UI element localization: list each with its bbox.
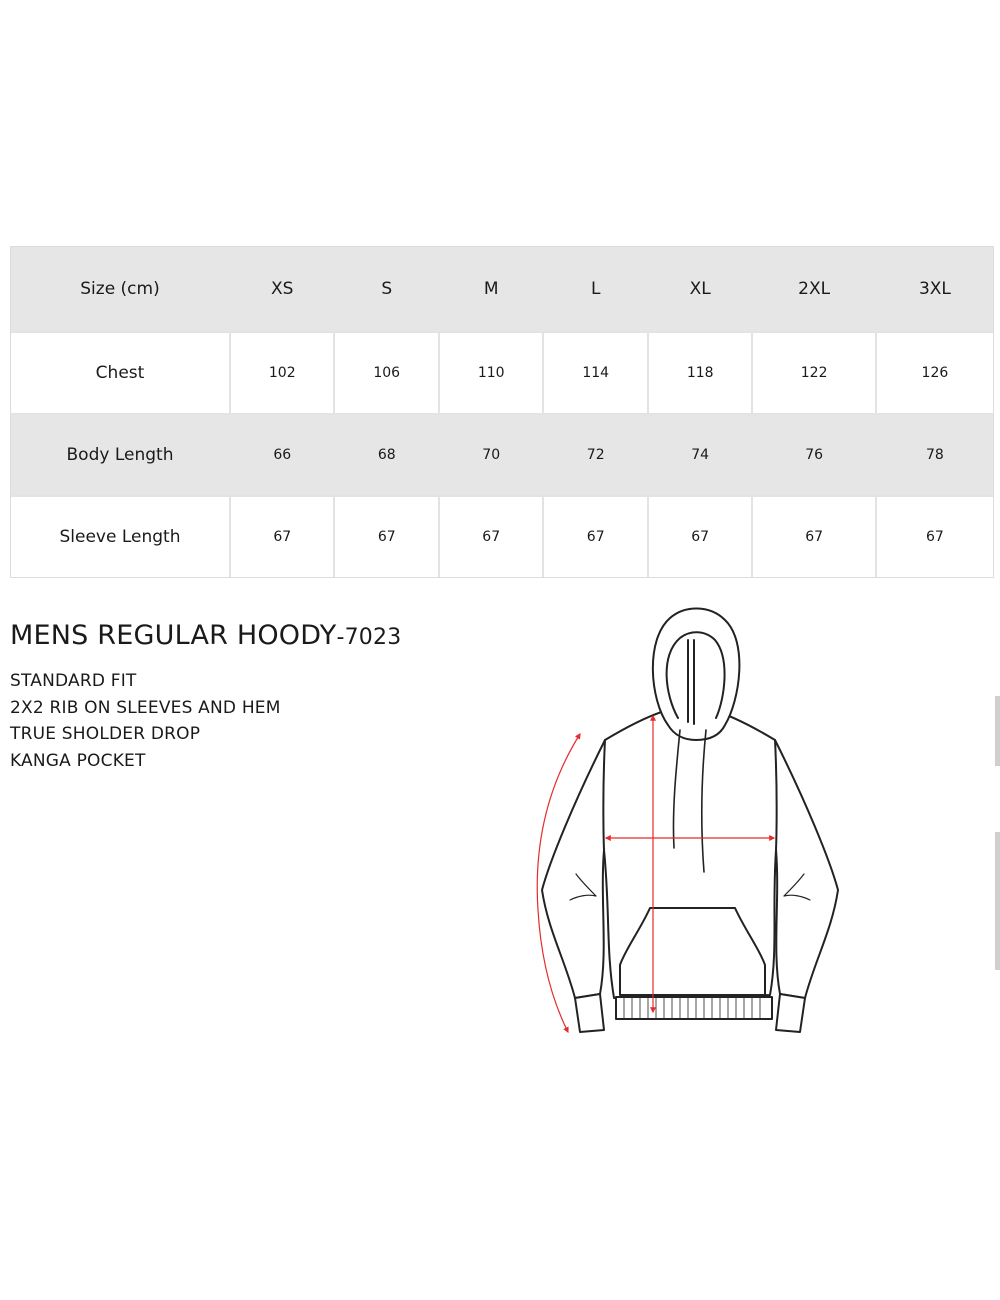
product-name: MENS REGULAR HOODY [10, 620, 337, 651]
body-length-value: 76 [753, 415, 876, 495]
chest-value: 118 [649, 331, 753, 415]
size-3xl-header: 3XL [877, 247, 993, 331]
sleeve-length-row [11, 495, 993, 577]
size-2xl-header: 2XL [753, 247, 876, 331]
product-title [10, 620, 401, 651]
edge-decoration [995, 832, 1000, 970]
feature-item: KANGA POCKET [10, 750, 146, 771]
size-xs-header: XS [231, 247, 335, 331]
sleeve-length-value: 67 [649, 495, 753, 577]
body-length-row [11, 415, 993, 495]
hoodie-outline [542, 608, 838, 1032]
edge-decoration [995, 696, 1000, 766]
size-m-header: M [440, 247, 544, 331]
body-length-value: 66 [231, 415, 335, 495]
chest-label: Chest [11, 331, 231, 415]
body-length-value: 74 [649, 415, 753, 495]
size-l-header: L [544, 247, 648, 331]
hem-rib [616, 997, 772, 1019]
chest-value: 110 [440, 331, 544, 415]
hoodie-measurement-diagram [520, 600, 860, 1050]
chest-row [11, 331, 993, 415]
chest-value: 102 [231, 331, 335, 415]
hoodie-body [603, 710, 776, 998]
feature-item: TRUE SHOLDER DROP [10, 724, 201, 744]
chest-value: 126 [877, 331, 993, 415]
sleeve-length-label: Sleeve Length [11, 495, 231, 577]
body-length-value: 70 [440, 415, 544, 495]
chest-value: 122 [753, 331, 876, 415]
size-xl-header: XL [649, 247, 753, 331]
product-code: -7023 [336, 625, 402, 650]
sleeve-length-value: 67 [440, 495, 544, 577]
sleeve-length-value: 67 [335, 495, 439, 577]
chest-value: 114 [544, 331, 648, 415]
sleeve-length-value: 67 [753, 495, 876, 577]
right-sleeve [775, 740, 838, 998]
feature-item: STANDARD FIT [10, 671, 137, 691]
sleeve-length-value: 67 [544, 495, 648, 577]
feature-item: 2X2 RIB ON SLEEVES AND HEM [10, 697, 281, 718]
size-s-header: S [335, 247, 439, 331]
feature-list [10, 668, 281, 774]
body-length-value: 72 [544, 415, 648, 495]
right-cuff [776, 994, 805, 1032]
body-length-label: Body Length [11, 415, 231, 495]
left-sleeve [542, 740, 605, 998]
size-header-label: Size (cm) [11, 247, 231, 331]
chest-value: 106 [335, 331, 439, 415]
left-cuff [575, 994, 604, 1032]
size-header-row [11, 247, 993, 331]
sleeve-length-value: 67 [231, 495, 335, 577]
sleeve-length-value: 67 [877, 495, 993, 577]
size-chart-table [10, 246, 994, 578]
body-length-value: 68 [335, 415, 439, 495]
body-length-value: 78 [877, 415, 993, 495]
